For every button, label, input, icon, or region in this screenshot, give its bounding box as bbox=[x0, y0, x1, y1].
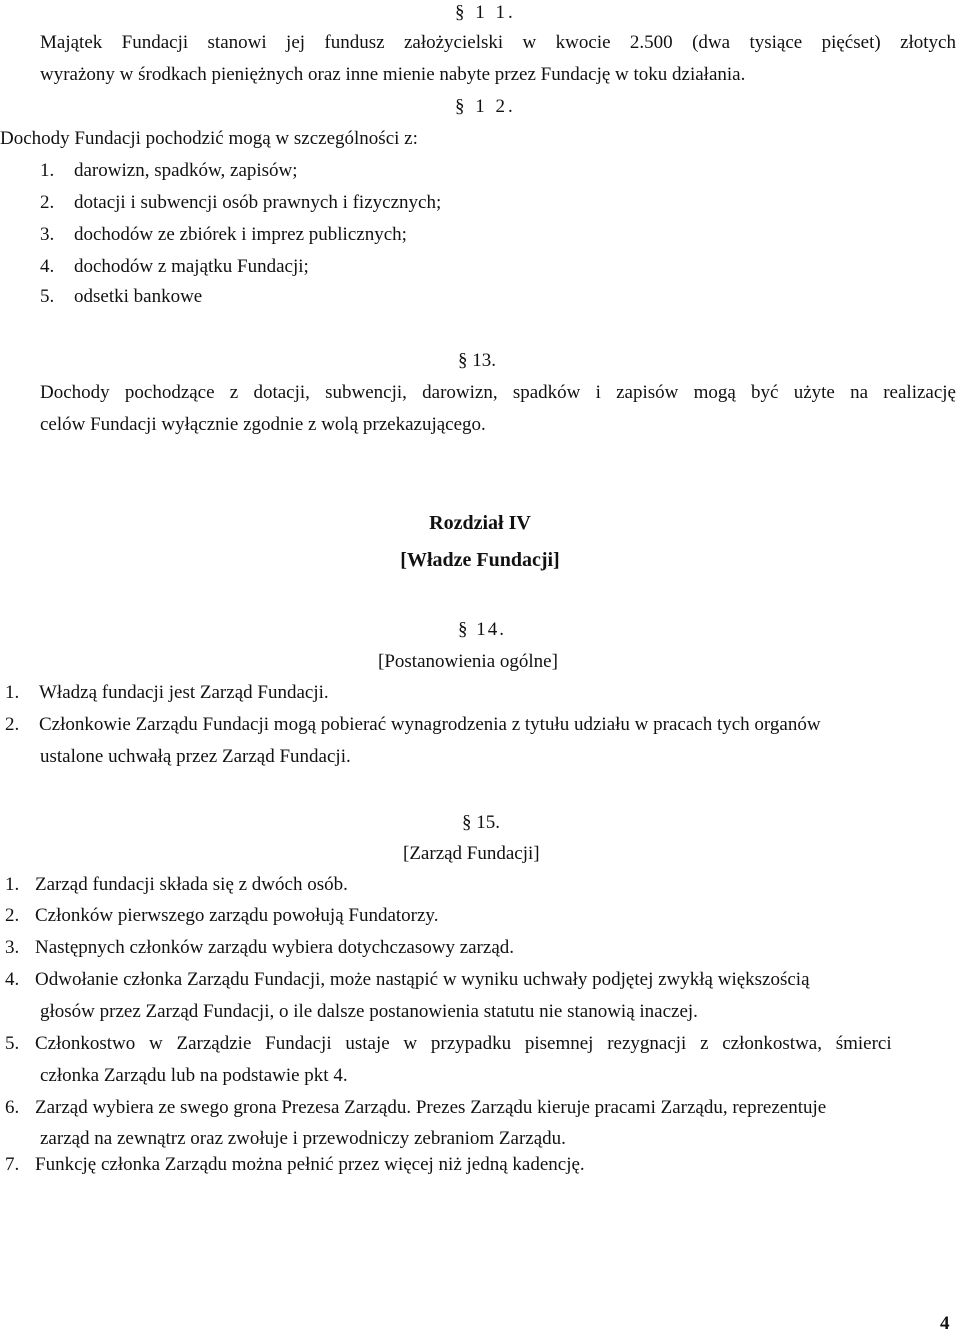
list-item bbox=[5, 682, 329, 705]
list-item-number: 2. bbox=[40, 192, 55, 213]
list-item-text: Odwołanie członka Zarządu Fundacji, może nastąpić w wyniku uchwały podjętej zwykłą większością bbox=[35, 969, 810, 990]
list-item-number: 1. bbox=[5, 682, 20, 703]
list-item bbox=[40, 224, 407, 247]
section-14-heading: § 14. bbox=[458, 619, 506, 640]
list-item-number: 1. bbox=[5, 874, 20, 895]
list-item bbox=[5, 714, 927, 737]
list-item-number: 7. bbox=[5, 1154, 20, 1175]
list-item-text: darowizn, spadków, zapisów; bbox=[74, 160, 298, 181]
list-item bbox=[40, 286, 202, 309]
list-item bbox=[5, 1033, 957, 1056]
list-item bbox=[5, 874, 348, 897]
section-15-heading: § 15. bbox=[462, 812, 500, 833]
list-item-continuation: zarząd na zewnątrz oraz zwołuje i przewodniczy zebraniom Zarządu. bbox=[40, 1128, 566, 1149]
list-item-text: Członkowie Zarządu Fundacji mogą pobierać wynagrodzenia z tytułu udziału w pracach tych organów bbox=[39, 714, 821, 735]
list-item-number: 2. bbox=[5, 905, 20, 926]
section-11-heading: § 1 1. bbox=[455, 2, 516, 23]
list-item-number: 6. bbox=[5, 1097, 20, 1118]
list-item bbox=[40, 160, 298, 183]
list-item bbox=[5, 937, 514, 960]
page-number: 4 bbox=[940, 1313, 950, 1334]
section-13-text-line-2: celów Fundacji wyłącznie zgodnie z wolą przekazującego. bbox=[40, 414, 486, 435]
list-item-text: Władzą fundacji jest Zarząd Fundacji. bbox=[39, 682, 329, 703]
list-item-continuation: ustalone uchwałą przez Zarząd Fundacji. bbox=[40, 746, 351, 767]
section-11-text-line-2: wyrażony w środkach pieniężnych oraz inne mienie nabyte przez Fundację w toku działania. bbox=[40, 64, 746, 85]
list-item-text: Zarząd fundacji składa się z dwóch osób. bbox=[35, 874, 348, 895]
list-item-text: Następnych członków zarządu wybiera dotychczasowy zarząd. bbox=[35, 937, 514, 958]
list-item-text: dochodów z majątku Fundacji; bbox=[74, 256, 309, 277]
list-item-continuation: członka Zarządu lub na podstawie pkt 4. bbox=[40, 1065, 348, 1086]
chapter-subtitle: [Władze Fundacji] bbox=[400, 549, 560, 571]
section-12-heading: § 1 2. bbox=[455, 96, 516, 117]
section-15-subtitle: [Zarząd Fundacji] bbox=[403, 843, 540, 864]
list-item-number: 2. bbox=[5, 714, 20, 735]
list-item-number: 5. bbox=[40, 286, 55, 307]
list-item-text: dochodów ze zbiórek i imprez publicznych; bbox=[74, 224, 407, 245]
list-item bbox=[5, 1097, 826, 1120]
list-item-text: odsetki bankowe bbox=[74, 286, 203, 307]
list-item bbox=[40, 256, 309, 279]
section-13-heading: § 13. bbox=[458, 350, 496, 371]
list-item-number: 4. bbox=[5, 969, 20, 990]
list-item-number: 5. bbox=[5, 1033, 20, 1054]
list-item-text: Funkcję członka Zarządu można pełnić przez więcej niż jedną kadencję. bbox=[35, 1154, 585, 1175]
section-11-text-line-1: Majątek Fundacji stanowi jej fundusz założycielski w kwocie 2.500 (dwa tysiące pięćset) złotych bbox=[40, 32, 956, 53]
list-item-text: Zarząd wybiera ze swego grona Prezesa Zarządu. Prezes Zarządu kieruje pracami Zarządu, reprezentuje bbox=[35, 1097, 827, 1118]
section-14-subtitle: [Postanowienia ogólne] bbox=[378, 651, 558, 672]
list-item-text: Członków pierwszego zarządu powołują Fundatorzy. bbox=[35, 905, 439, 926]
list-item-number: 3. bbox=[5, 937, 20, 958]
section-13-text-line-1: Dochody pochodzące z dotacji, subwencji, darowizn, spadków i zapisów mogą być użyte na realizację bbox=[40, 382, 956, 403]
chapter-title: Rozdział IV bbox=[429, 512, 531, 534]
list-item-number: 1. bbox=[40, 160, 55, 181]
list-item-number: 3. bbox=[40, 224, 55, 245]
list-item-text: dotacji i subwencji osób prawnych i fizycznych; bbox=[74, 192, 442, 213]
list-item-text: Członkostwo w Zarządzie Fundacji ustaje w przypadku pisemnej rezygnacji z członkostwa, śmierci bbox=[35, 1033, 892, 1054]
list-item bbox=[5, 969, 810, 992]
list-item-continuation: głosów przez Zarząd Fundacji, o ile dalsze postanowienia statutu nie stanowią inaczej. bbox=[40, 1001, 698, 1022]
list-item bbox=[5, 905, 438, 928]
list-item bbox=[40, 192, 441, 215]
list-item-number: 4. bbox=[40, 256, 55, 277]
section-12-intro: Dochody Fundacji pochodzić mogą w szczególności z: bbox=[0, 128, 418, 149]
list-item bbox=[5, 1154, 585, 1177]
